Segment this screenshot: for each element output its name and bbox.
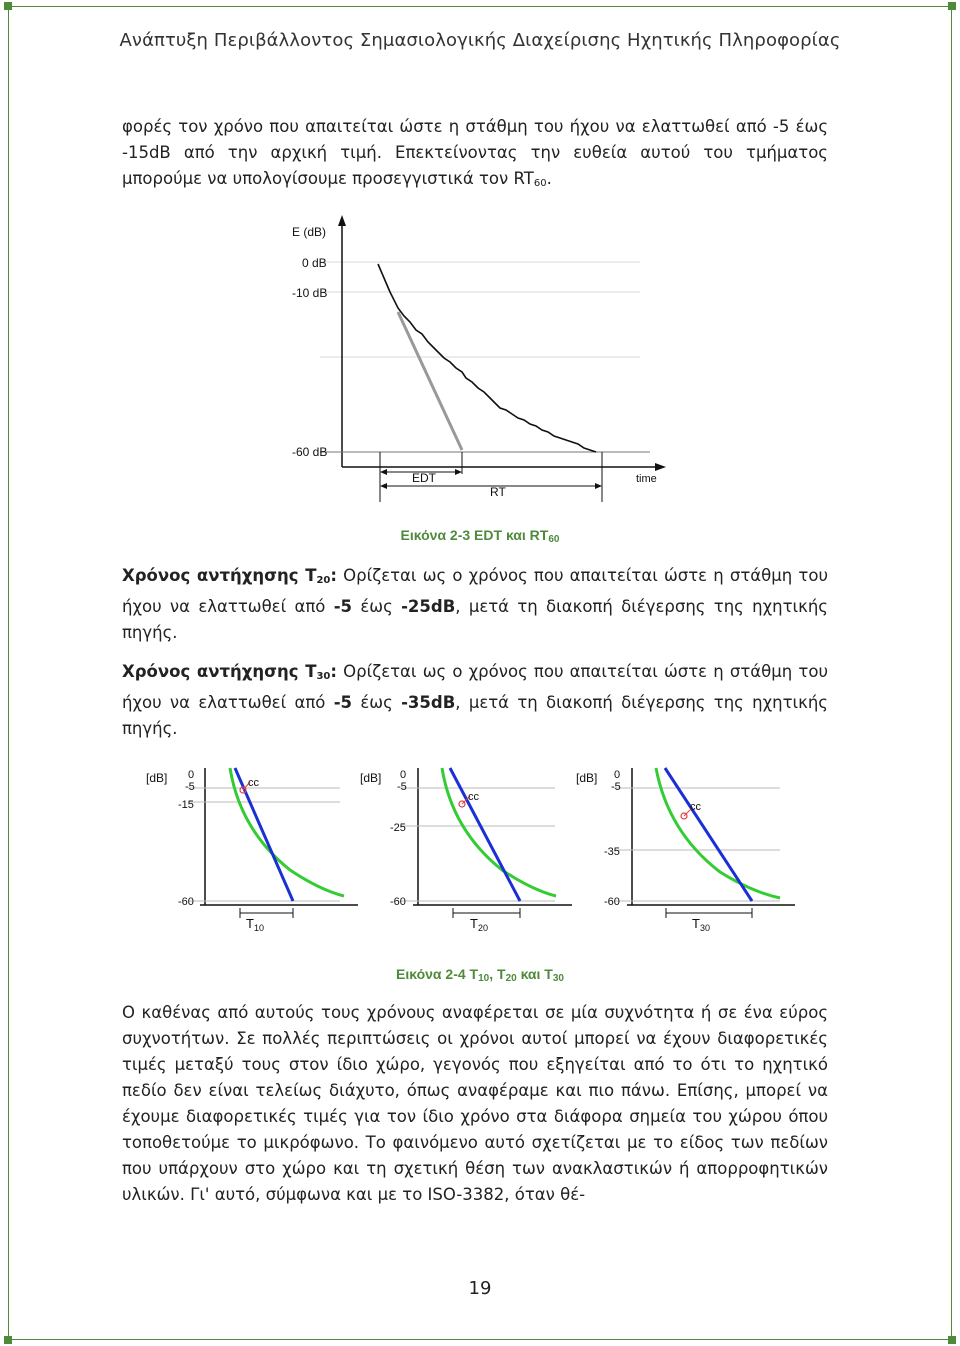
body-paragraph: Ο καθένας από αυτούς τους χρόνους αναφέρεται σε μία συχνότητα ή σε ένα εύρος συχνοτήτων. Σε πολλές περιπτώσεις οι χρόνοι αυτοί μπορεί να έχουν διαφορετικές τιμές μεταξύ τους στον ίδιο χώρο, γεγονός που εξηγείται από το ότι το ηχητικό πεδίο δεν είναι τελείως διάχυτο, όπως αναφέραμε και πιο πάνω. Επίσης, μπορεί να έχουμε διαφορετικές τιμές για τον ίδιο χρόνο στα διάφορα σημεία του χώρου όπου τοποθετούμε το μικρόφωνο. Το φαινόμενο αυτό σχετίζεται με το είδος των πεδίων που υπάρχουν στο χώρο και τη σχετική θέση των ανακλαστικών ή απορροφητικών υλικών. Γι' αυτό, σύμφωνα και με το ISO-3382, όταν θέ- xyxy=(122,1003,828,1204)
t10-unit-label: [dB] xyxy=(146,771,168,785)
edt-arrow-left xyxy=(380,469,387,475)
t20-minus5-label: -5 xyxy=(397,781,407,793)
t30-panel xyxy=(576,768,795,933)
t10-cc-label: cc xyxy=(248,777,259,789)
time-label: time xyxy=(636,473,657,485)
minus60-db-label: -60 dB xyxy=(292,445,328,459)
t20-minus60-label: -60 xyxy=(390,896,406,908)
t30-cc-label: cc xyxy=(690,801,701,813)
corner-mark xyxy=(4,2,12,10)
t30-paragraph: Χρόνος αντήχησης $T_{30}$: Ορίζεται ως ο χρόνος που απαιτείται ώστε η στάθμη του ήχου να ελαττωθεί από -5 έως -35dB, μετά τη διακοπή διέγερσης της ηχητικής πηγής. xyxy=(122,662,828,738)
rt-arrow-left xyxy=(380,483,387,489)
t10-minus5-label: -5 xyxy=(185,781,195,793)
minus10-db-label: -10 dB xyxy=(292,286,328,300)
y-axis-label: E (dB) xyxy=(292,225,327,239)
t10-level-label: -15 xyxy=(178,799,194,811)
t10-zero-label: 0 xyxy=(188,769,195,781)
t20-zero-label: 0 xyxy=(400,769,407,781)
intro-paragraph: φορές τον χρόνο που απαιτείται ώστε η στάθμη του ήχου να ελαττωθεί από -5 έως -15dB από την αρχική τιμή. Επεκτείνοντας την ευθεία αυτού του τμήματος μπορούμε να υπολογίσουμε προσεγγιστικά τον $RT_{60}$. xyxy=(122,117,828,189)
figure2-caption: Εικόνα 2-4 $T_{10}$, $T_{20}$ και $T_{30}$ xyxy=(396,966,564,984)
running-header: Ανάπτυξη Περιβάλλοντος Σημασιολογικής Διαχείρισης Ηχητικής Πληροφορίας xyxy=(119,30,841,51)
t20-time-label: $T_{20}$ xyxy=(470,916,488,933)
page-number: 19 xyxy=(468,1278,492,1299)
t20-level-label: -25 xyxy=(390,822,406,834)
y-axis-arrow xyxy=(338,215,346,226)
corner-mark xyxy=(948,1336,956,1344)
edt-label: EDT xyxy=(412,471,436,485)
t10-panel xyxy=(146,768,358,933)
rt-arrow-right xyxy=(595,483,602,489)
edt-extrapolation-line xyxy=(398,312,462,450)
corner-mark xyxy=(948,2,956,10)
figure1-caption: Εικόνα 2-3 EDT και $RT_{60}$ xyxy=(400,527,560,545)
zero-db-label: 0 dB xyxy=(302,256,327,270)
edt-arrow-right xyxy=(455,469,462,475)
t30-time-label: $T_{30}$ xyxy=(692,916,710,933)
rt-label: RT xyxy=(490,485,506,499)
t10-minus60-label: -60 xyxy=(178,896,194,908)
t30-unit-label: [dB] xyxy=(576,771,598,785)
t20-cc-label: cc xyxy=(468,791,479,803)
t10-t20-t30-figure xyxy=(140,760,810,940)
t30-minus5-label: -5 xyxy=(611,781,621,793)
t20-paragraph: Χρόνος αντήχησης $T_{20}$: Ορίζεται ως ο χρόνος που απαιτείται ώστε η στάθμη του ήχου να ελαττωθεί από -5 έως -25dB, μετά τη διακοπή διέγερσης της ηχητικής πηγής. xyxy=(122,566,828,642)
t30-zero-label: 0 xyxy=(614,769,621,781)
figure-grid xyxy=(320,262,640,357)
x-axis-arrow xyxy=(655,463,666,471)
edt-rt-figure xyxy=(280,212,680,502)
t30-minus60-label: -60 xyxy=(604,896,620,908)
corner-mark xyxy=(4,1336,12,1344)
t20-unit-label: [dB] xyxy=(360,771,382,785)
t20-panel xyxy=(360,768,572,933)
t30-level-label: -35 xyxy=(604,846,620,858)
t10-time-label: $T_{10}$ xyxy=(246,916,264,933)
